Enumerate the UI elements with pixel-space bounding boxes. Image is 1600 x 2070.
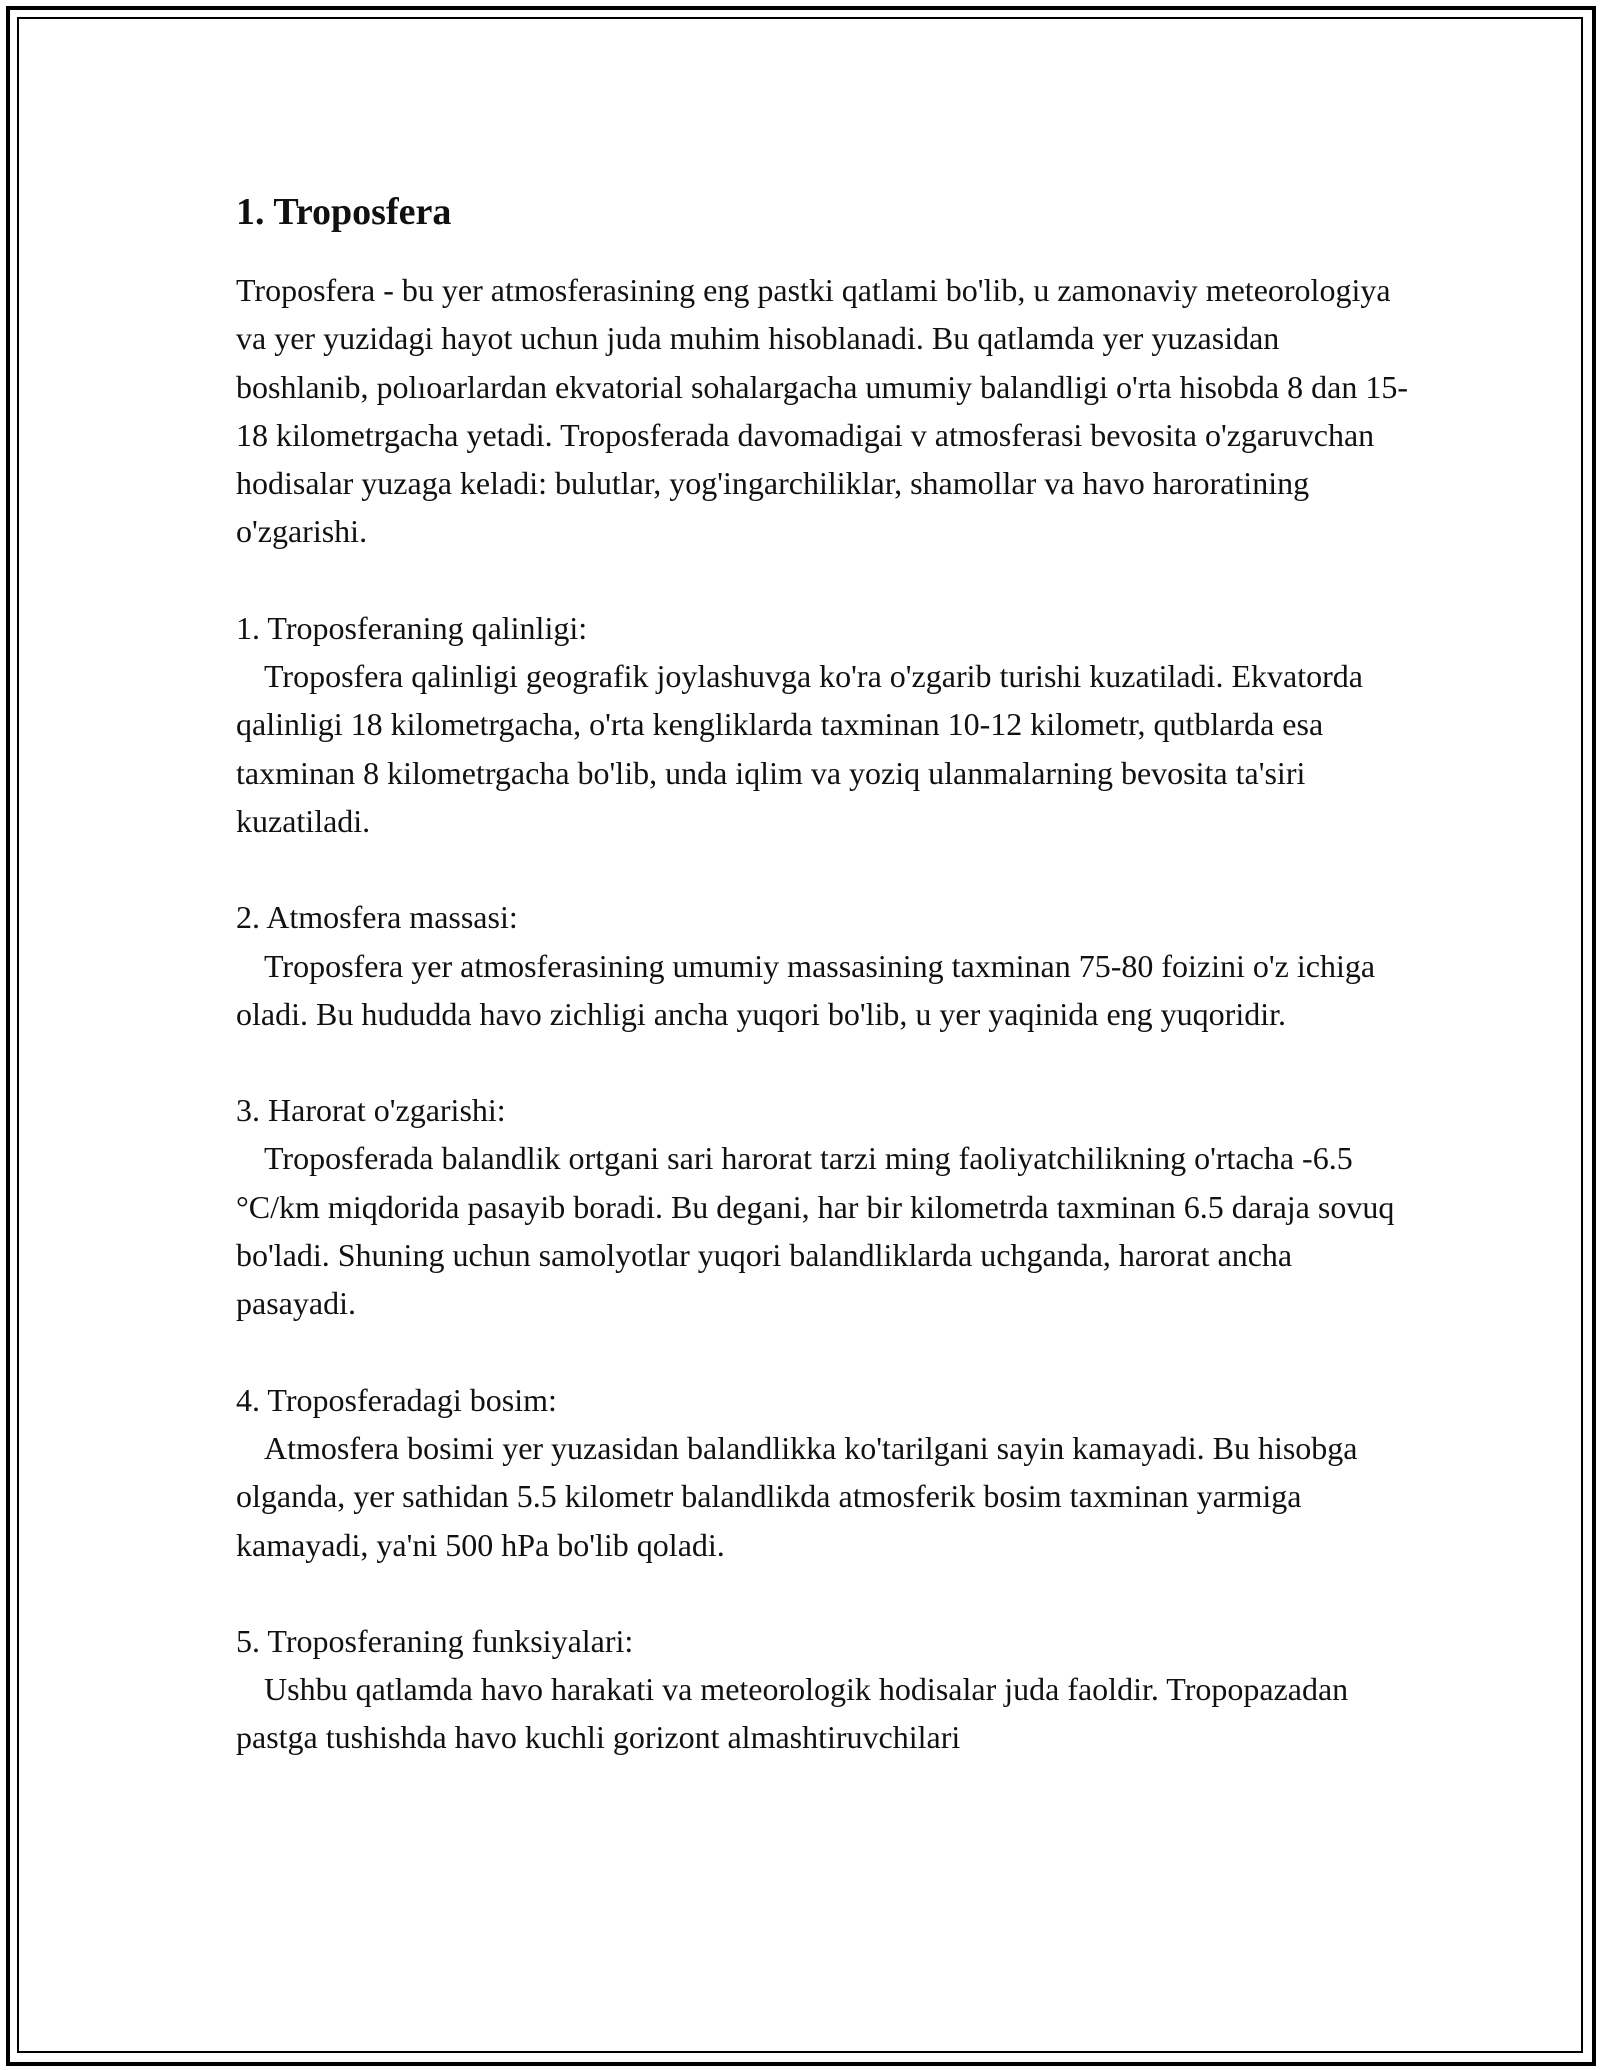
section-heading: 1. Troposferaning qalinligi: xyxy=(236,609,588,646)
section-thickness xyxy=(236,604,1416,845)
section-body: Troposferada balandlik ortgani sari harorat tarzi ming faoliyatchilikning o'rtacha -6.5 °C/km miqdorida pasayib boradi. Bu degani, har bir kilometrda taxminan 6.5 daraja sovuq bo'ladi. Shuning uchun samolyotlar yuqori balandliklarda uchganda, harorat ancha pasayadi. xyxy=(236,1140,1395,1322)
section-pressure xyxy=(236,1376,1416,1569)
intro-paragraph: Troposfera - bu yer atmosferasining eng pastki qatlami bo'lib, u zamonaviy meteorologiya va yer yuzidagi hayot uchun juda muhim hisoblanadi. Bu qatlamda yer yuzasidan boshlanib, polıoarlardan ekvatorial sohalargacha umumiy balandligi o'rta hisobda 8 dan 15-18 kilometrgacha yetadi. Troposferada davomadigai v atmosferasi bevosita o'zgaruvchan hodisalar yuzaga keladi: bulutlar, yog'ingarchiliklar, shamollar va havo haroratining o'zgarishi. xyxy=(236,272,1408,550)
section-body: Atmosfera bosimi yer yuzasidan balandlikka ko'tarilgani sayin kamayadi. Bu hisobga olganda, yer sathidan 5.5 kilometr balandlikda atmosferik bosim taxminan yarmiga kamayadi, ya'ni 500 hPa bo'lib qoladi. xyxy=(236,1429,1358,1563)
section-body: Troposfera qalinligi geografik joylashuvga ko'ra o'zgarib turishi kuzatiladi. Ekvatorda qalinligi 18 kilometrgacha, o'rta kengliklarda taxminan 10-12 kilometr, qutblarda esa taxminan 8 kilometrgacha bo'lib, unda iqlim va yoziq ulanmalarning bevosita ta'siri kuzatiladi. xyxy=(236,658,1363,839)
section-heading: 4. Troposferadagi bosim: xyxy=(236,1381,557,1418)
section-heading: 3. Harorat o'zgarishi: xyxy=(236,1092,506,1129)
section-temperature-change xyxy=(236,1086,1416,1327)
section-heading: 2. Atmosfera massasi: xyxy=(236,899,518,936)
section-functions xyxy=(236,1617,1416,1762)
section-body: Ushbu qatlamda havo harakati va meteorologik hodisalar juda faoldir. Tropopazadan pastga tushishda havo kuchli gorizont almashtiruvchilari xyxy=(236,1671,1349,1756)
section-atmosphere-mass xyxy=(236,893,1416,1038)
document-content xyxy=(236,186,1416,1762)
section-heading: 5. Troposferaning funksiyalari: xyxy=(236,1622,634,1659)
page-title: 1. Troposfera xyxy=(236,191,452,233)
section-body: Troposfera yer atmosferasining umumiy massasining taxminan 75-80 foizini o'z ichiga oladi. Bu hududda havo zichligi ancha yuqori bo'lib, u yer yaqinida eng yuqoridir. xyxy=(236,947,1376,1032)
